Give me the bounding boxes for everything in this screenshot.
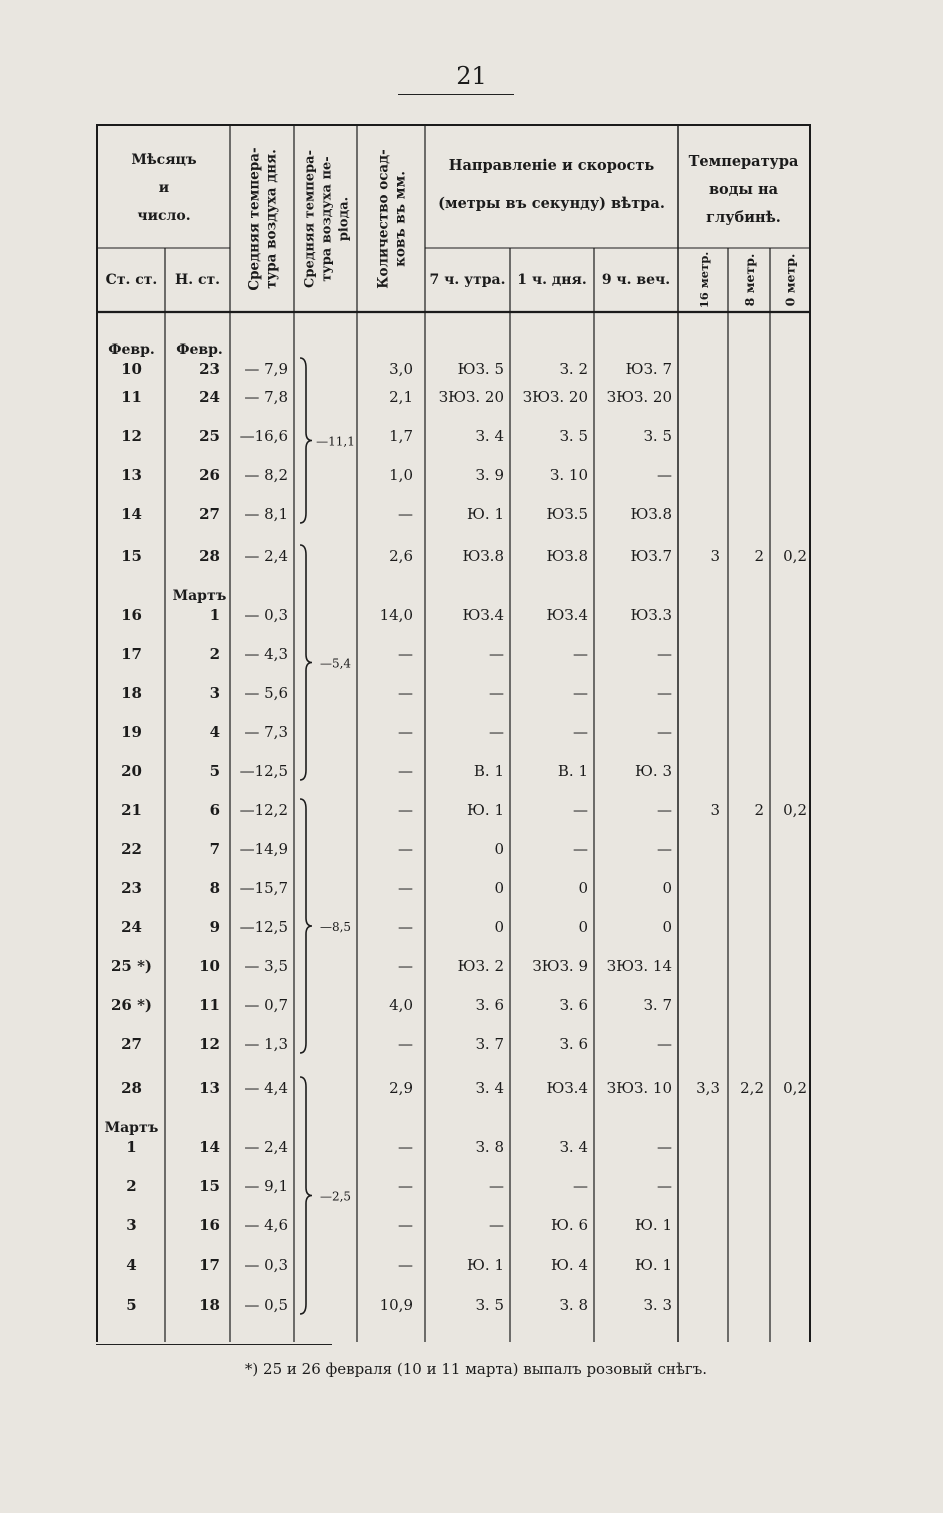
row-19-wind-morning: З. 8	[475, 1138, 504, 1156]
row-7-day-temp: — 4,3	[244, 645, 288, 663]
row-6-wind-day: ЮЗ.4	[546, 606, 588, 624]
water-2-depth-8: 2,2	[740, 1079, 764, 1097]
period-brace-2	[300, 799, 312, 1053]
row-16-old-day: 26 *)	[110, 996, 153, 1014]
row-14-new-day: 9	[209, 918, 220, 936]
row-13-wind-evening: 0	[662, 879, 672, 897]
row-10-old-day: 20	[121, 762, 142, 780]
row-2-new-day: 25	[199, 427, 220, 445]
row-21-new-day: 16	[199, 1216, 220, 1234]
row-9-new-day: 4	[209, 723, 220, 741]
header-wind-day: 1 ч. дня.	[517, 272, 587, 288]
row-8-day-temp: — 5,6	[244, 684, 288, 702]
row-5-wind-evening: ЮЗ.7	[630, 547, 672, 565]
row-21-precip: —	[398, 1216, 413, 1234]
header-precip-line2: ковъ въ мм.	[392, 171, 409, 267]
row-13-wind-morning: 0	[494, 879, 504, 897]
row-12-wind-evening: —	[657, 840, 672, 858]
row-4-wind-morning: Ю. 1	[467, 505, 504, 523]
row-6-precip: 14,0	[379, 606, 413, 624]
table-grid	[98, 126, 809, 1342]
row-11-wind-day: —	[573, 801, 588, 819]
row-21-day-temp: — 4,6	[244, 1216, 288, 1234]
row-19-old-day: 1	[126, 1138, 137, 1156]
period-brace-3	[300, 1077, 312, 1314]
page-number: 21	[456, 62, 487, 90]
row-20-old-day: 2	[126, 1177, 137, 1195]
row-4-day-temp: — 8,1	[244, 505, 288, 523]
row-6-wind-morning: ЮЗ.4	[462, 606, 504, 624]
row-20-precip: —	[398, 1177, 413, 1195]
row-23-wind-evening: З. 3	[643, 1296, 672, 1314]
period-1-avg-temp: —5,4	[319, 656, 352, 671]
row-2-precip: 1,7	[389, 427, 413, 445]
row-1-new-day: 24	[199, 388, 220, 406]
row-15-wind-morning: ЮЗ. 2	[457, 957, 504, 975]
row-21-wind-day: Ю. 6	[551, 1216, 588, 1234]
row-3-wind-morning: З. 9	[475, 466, 504, 484]
row-16-wind-day: З. 6	[559, 996, 588, 1014]
row-18-precip: 2,9	[389, 1079, 413, 1097]
header-wind-evening: 9 ч. веч.	[601, 272, 671, 288]
water-0-depth-16: 3	[710, 547, 720, 565]
row-13-new-day: 8	[209, 879, 220, 897]
header-depth-16: 16 метр.	[697, 251, 711, 309]
row-19-precip: —	[398, 1138, 413, 1156]
row-18-wind-evening: ЗЮЗ. 10	[606, 1079, 672, 1097]
row-10-wind-day: В. 1	[557, 762, 588, 780]
row-19-day-temp: — 2,4	[244, 1138, 288, 1156]
row-12-new-day: 7	[209, 840, 220, 858]
row-7-wind-day: —	[573, 645, 588, 663]
header-month-line1: Мѣсяцъ	[131, 152, 197, 168]
row-13-day-temp: —15,7	[239, 879, 288, 897]
row-1-wind-evening: ЗЮЗ. 20	[606, 388, 672, 406]
row-0-old-month: Февр.	[108, 342, 155, 358]
row-19-wind-day: З. 4	[559, 1138, 588, 1156]
row-20-day-temp: — 9,1	[244, 1177, 288, 1195]
row-23-precip: 10,9	[379, 1296, 413, 1314]
row-4-wind-day: ЮЗ.5	[546, 505, 588, 523]
row-12-wind-morning: 0	[494, 840, 504, 858]
row-17-day-temp: — 1,3	[244, 1035, 288, 1053]
period-brace-0	[300, 358, 312, 523]
row-17-precip: —	[398, 1035, 413, 1053]
row-17-wind-morning: З. 7	[475, 1035, 504, 1053]
row-7-precip: —	[398, 645, 413, 663]
period-2-avg-temp: —8,5	[319, 920, 352, 934]
row-14-old-day: 24	[121, 918, 142, 936]
row-20-wind-morning: —	[489, 1177, 504, 1195]
water-2-depth-0: 0,2	[783, 1079, 807, 1097]
row-10-wind-evening: Ю. 3	[635, 762, 672, 780]
row-21-old-day: 3	[126, 1216, 137, 1234]
row-7-wind-morning: —	[489, 645, 504, 663]
row-3-day-temp: — 8,2	[244, 466, 288, 484]
row-15-wind-day: ЗЮЗ. 9	[532, 957, 588, 975]
header-water-title2: воды на	[708, 181, 779, 198]
row-23-wind-morning: З. 5	[475, 1296, 504, 1314]
row-2-wind-evening: З. 5	[643, 427, 672, 445]
row-22-precip: —	[398, 1256, 413, 1274]
row-18-new-day: 13	[199, 1079, 220, 1097]
row-8-new-day: 3	[209, 684, 220, 702]
header-precip-line1: Количество осад-	[375, 149, 392, 289]
row-14-wind-morning: 0	[494, 918, 504, 936]
row-10-day-temp: —12,5	[239, 762, 288, 780]
row-0-day-temp: — 7,9	[244, 360, 288, 378]
row-7-wind-evening: —	[657, 645, 672, 663]
row-20-new-day: 15	[199, 1177, 220, 1195]
row-21-wind-morning: —	[489, 1216, 504, 1234]
row-3-old-day: 13	[121, 466, 142, 484]
period-0-avg-temp: —11,1	[316, 434, 355, 449]
row-1-day-temp: — 7,8	[244, 388, 288, 406]
row-19-new-day: 14	[199, 1138, 220, 1156]
row-4-old-day: 14	[121, 505, 142, 523]
row-4-wind-evening: ЮЗ.8	[630, 505, 672, 523]
row-16-wind-morning: З. 6	[475, 996, 504, 1014]
row-6-old-day: 16	[121, 606, 142, 624]
row-18-old-day: 28	[121, 1079, 142, 1097]
row-13-old-day: 23	[121, 879, 142, 897]
row-7-new-day: 2	[209, 645, 220, 663]
row-3-wind-day: З. 10	[550, 466, 588, 484]
header-depth-8: 8 метр.	[742, 253, 757, 307]
row-22-day-temp: — 0,3	[244, 1256, 288, 1274]
row-1-wind-day: ЗЮЗ. 20	[522, 388, 588, 406]
header-old-style: Ст. ст.	[105, 272, 158, 288]
header-wind-title2: (метры въ секунду) вѣтра.	[438, 195, 665, 212]
row-17-new-day: 12	[199, 1035, 220, 1053]
row-7-old-day: 17	[121, 645, 142, 663]
row-14-wind-evening: 0	[662, 918, 672, 936]
row-0-wind-evening: ЮЗ. 7	[625, 360, 672, 378]
water-2-depth-16: 3,3	[696, 1079, 720, 1097]
row-23-new-day: 18	[199, 1296, 220, 1314]
row-0-old-day: 10	[121, 360, 142, 378]
row-18-day-temp: — 4,4	[244, 1079, 288, 1097]
header-new-style: Н. ст.	[174, 272, 221, 288]
header-period-temp-line3: ріода.	[336, 196, 352, 242]
row-15-new-day: 10	[199, 957, 220, 975]
header-depth-0: 0 метр.	[782, 253, 798, 307]
water-0-depth-0: 0,2	[783, 547, 807, 565]
row-0-precip: 3,0	[389, 360, 413, 378]
row-1-precip: 2,1	[389, 388, 413, 406]
row-2-old-day: 12	[121, 427, 142, 445]
row-23-day-temp: — 0,5	[244, 1296, 288, 1314]
header-wind-morning: 7 ч. утра.	[429, 272, 506, 288]
row-5-precip: 2,6	[389, 547, 413, 565]
row-14-wind-day: 0	[578, 918, 588, 936]
row-9-precip: —	[398, 723, 413, 741]
row-1-wind-morning: ЗЮЗ. 20	[438, 388, 504, 406]
row-22-new-day: 17	[199, 1256, 220, 1274]
footnote-rule	[96, 1344, 332, 1345]
row-22-wind-evening: Ю. 1	[635, 1256, 672, 1274]
header-month-line3: число.	[137, 208, 191, 224]
row-8-old-day: 18	[121, 684, 142, 702]
row-16-day-temp: — 0,7	[244, 996, 288, 1014]
water-1-depth-0: 0,2	[783, 801, 807, 819]
row-8-wind-day: —	[573, 684, 588, 702]
row-18-wind-day: ЮЗ.4	[546, 1079, 588, 1097]
row-8-wind-evening: —	[657, 684, 672, 702]
header-water-title3: глубинѣ.	[706, 209, 781, 226]
water-1-depth-8: 2	[754, 801, 764, 819]
row-0-new-month: Февр.	[176, 342, 223, 358]
row-13-precip: —	[398, 879, 413, 897]
header-water-title1: Температура	[688, 153, 799, 170]
row-15-day-temp: — 3,5	[244, 957, 288, 975]
row-9-wind-evening: —	[657, 723, 672, 741]
row-3-precip: 1,0	[389, 466, 413, 484]
row-10-new-day: 5	[209, 762, 220, 780]
row-23-wind-day: З. 8	[559, 1296, 588, 1314]
row-12-day-temp: —14,9	[239, 840, 288, 858]
row-17-wind-day: З. 6	[559, 1035, 588, 1053]
row-8-precip: —	[398, 684, 413, 702]
row-0-wind-day: З. 2	[559, 360, 588, 378]
row-5-old-day: 15	[121, 547, 142, 565]
row-14-day-temp: —12,5	[239, 918, 288, 936]
row-16-wind-evening: З. 7	[643, 996, 672, 1014]
header-month-line2: и	[158, 180, 170, 196]
row-16-precip: 4,0	[389, 996, 413, 1014]
row-22-wind-morning: Ю. 1	[467, 1256, 504, 1274]
row-23-old-day: 5	[126, 1296, 137, 1314]
row-15-old-day: 25 *)	[110, 957, 153, 975]
row-2-wind-morning: З. 4	[475, 427, 504, 445]
header-day-temp-line2: тура воздуха дня.	[263, 149, 280, 289]
row-10-precip: —	[398, 762, 413, 780]
row-16-new-day: 11	[199, 996, 220, 1014]
row-12-old-day: 22	[121, 840, 142, 858]
row-2-day-temp: —16,6	[239, 427, 288, 445]
row-3-wind-evening: —	[657, 466, 672, 484]
row-15-precip: —	[398, 957, 413, 975]
row-6-new-day: 1	[209, 606, 220, 624]
page-number-rule	[398, 94, 514, 95]
row-1-old-day: 11	[121, 388, 142, 406]
row-20-wind-evening: —	[657, 1177, 672, 1195]
row-11-old-day: 21	[121, 801, 142, 819]
row-8-wind-morning: —	[489, 684, 504, 702]
row-11-precip: —	[398, 801, 413, 819]
header-wind-title1: Направленіе и скорость	[448, 157, 655, 174]
row-9-wind-morning: —	[489, 723, 504, 741]
row-4-precip: —	[398, 505, 413, 523]
row-5-wind-day: ЮЗ.8	[546, 547, 588, 565]
row-17-wind-evening: —	[657, 1035, 672, 1053]
footnote: *) 25 и 26 февраля (10 и 11 марта) выпалъ розовый снѣгъ.	[244, 1360, 708, 1378]
row-6-wind-evening: ЮЗ.3	[630, 606, 672, 624]
row-14-precip: —	[398, 918, 413, 936]
row-5-day-temp: — 2,4	[244, 547, 288, 565]
row-18-wind-morning: З. 4	[475, 1079, 504, 1097]
row-11-wind-morning: Ю. 1	[467, 801, 504, 819]
row-19-old-month: Мартъ	[104, 1120, 159, 1136]
row-11-new-day: 6	[209, 801, 220, 819]
row-11-day-temp: —12,2	[239, 801, 288, 819]
row-17-old-day: 27	[121, 1035, 142, 1053]
row-4-new-day: 27	[199, 505, 220, 523]
header-period-temp-line2: тура воздуха пе-	[319, 156, 335, 282]
row-12-wind-day: —	[573, 840, 588, 858]
row-15-wind-evening: ЗЮЗ. 14	[606, 957, 672, 975]
row-9-old-day: 19	[121, 723, 142, 741]
row-0-wind-morning: ЮЗ. 5	[457, 360, 504, 378]
row-22-old-day: 4	[126, 1256, 137, 1274]
row-12-precip: —	[398, 840, 413, 858]
row-9-day-temp: — 7,3	[244, 723, 288, 741]
row-5-wind-morning: ЮЗ.8	[462, 547, 504, 565]
period-brace-1	[300, 545, 312, 780]
row-0-new-day: 23	[199, 360, 220, 378]
row-6-new-month: Мартъ	[172, 588, 227, 604]
period-3-avg-temp: —2,5	[319, 1189, 352, 1204]
row-5-new-day: 28	[199, 547, 220, 565]
row-10-wind-morning: В. 1	[473, 762, 504, 780]
row-13-wind-day: 0	[578, 879, 588, 897]
water-0-depth-8: 2	[754, 547, 764, 565]
meteorological-table	[96, 124, 811, 1342]
water-1-depth-16: 3	[710, 801, 720, 819]
row-2-wind-day: З. 5	[559, 427, 588, 445]
row-6-day-temp: — 0,3	[244, 606, 288, 624]
row-9-wind-day: —	[573, 723, 588, 741]
row-20-wind-day: —	[573, 1177, 588, 1195]
row-21-wind-evening: Ю. 1	[635, 1216, 672, 1234]
header-day-temp-line1: Средняя темпера-	[246, 147, 263, 291]
row-22-wind-day: Ю. 4	[551, 1256, 588, 1274]
header-period-temp-line1: Средняя темпера-	[302, 150, 318, 288]
row-19-wind-evening: —	[657, 1138, 672, 1156]
row-3-new-day: 26	[199, 466, 220, 484]
row-11-wind-evening: —	[657, 801, 672, 819]
